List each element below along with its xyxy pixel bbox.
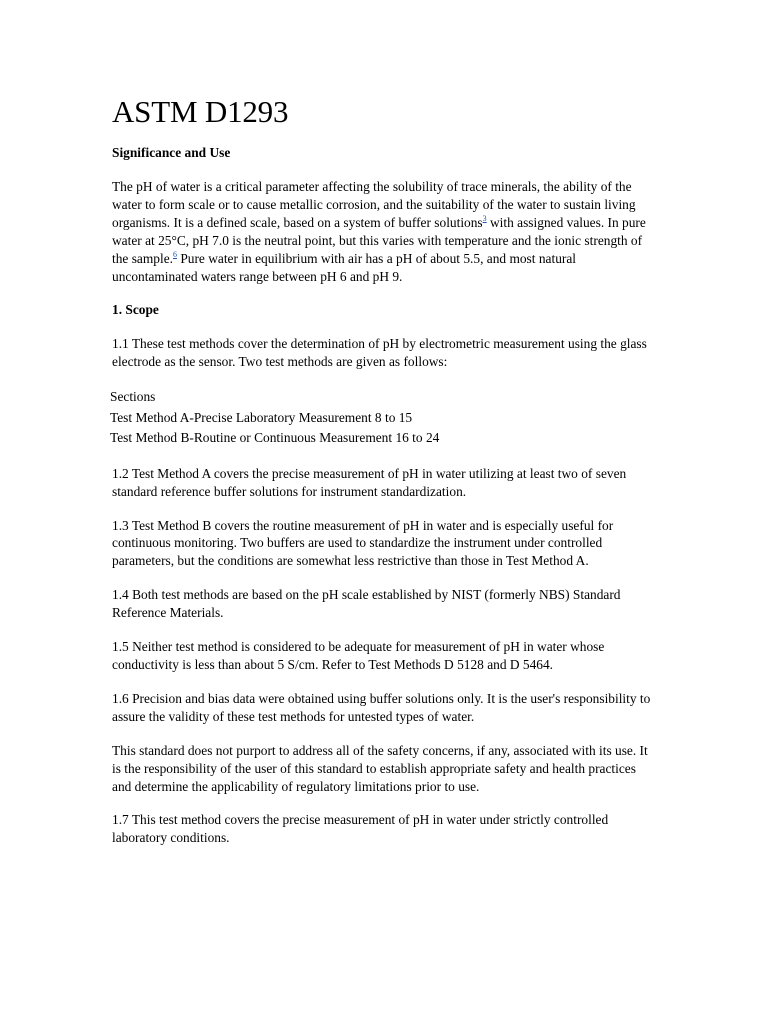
paragraph-1-6: 1.6 Precision and bias data were obtained using buffer solutions only. It is the user's responsibility to assure the validity of these test methods for untested types of water. bbox=[112, 690, 651, 724]
safety-paragraph: This standard does not purport to address all of the safety concerns, if any, associated with its use. It is the responsibility of the user of this standard to establish appropriate safety and health practices and determine the applicability of regulatory limitations prior to use. bbox=[112, 742, 648, 794]
footnote-ref-6[interactable]: 6 bbox=[172, 249, 177, 259]
intro-text-1: The pH of water is a critical parameter affecting the solubility of trace minerals, the ability of the water to form scale or to cause metallic corrosion, and the suitability of the water to sustain living organisms. It is a defined scale, based on a system of buffer solutions bbox=[112, 179, 636, 230]
intro-text-2: with assigned values. In pure water at 25°C, pH 7.0 is the neutral point, but this varies with temperature and the ionic strength of the sample. bbox=[112, 214, 646, 266]
significance-heading: Significance and Use bbox=[112, 145, 231, 160]
paragraph-1-4: 1.4 Both test methods are based on the pH scale established by NIST (formerly NBS) Standard Reference Materials. bbox=[112, 587, 621, 621]
section-method-b: Test Method B-Routine or Continuous Measurement 16 to 24 bbox=[110, 430, 440, 446]
document-page bbox=[112, 92, 657, 863]
section-method-a: Test Method A-Precise Laboratory Measurement 8 to 15 bbox=[110, 409, 413, 425]
sections-label: Sections bbox=[110, 389, 156, 405]
scope-heading: 1. Scope bbox=[112, 302, 159, 318]
paragraph-1-2: 1.2 Test Method A covers the precise measurement of pH in water utilizing at least two of seven standard reference buffer solutions for instrument standardization. bbox=[112, 465, 627, 499]
document-title: ASTM D1293 bbox=[112, 94, 289, 129]
intro-paragraph bbox=[112, 178, 657, 285]
paragraph-1-3: 1.3 Test Method B covers the routine measurement of pH in water and is especially useful for continuous monitoring. Two buffers are used to standardize the instrument under controlled parameters, but the conditions are somewhat less restrictive than those in Test Method A. bbox=[112, 517, 614, 569]
footnote-ref-3[interactable]: 3 bbox=[482, 213, 487, 223]
paragraph-1-5: 1.5 Neither test method is considered to be adequate for measurement of pH in water whose conductivity is less than about 5 S/cm. Refer to Test Methods D 5128 and D 5464. bbox=[112, 639, 605, 672]
intro-text-3: Pure water in equilibrium with air has a pH of about 5.5, and most natural uncontaminated waters range between pH 6 and pH 9. bbox=[112, 250, 577, 284]
sections-list bbox=[110, 387, 657, 449]
paragraph-1-1: 1.1 These test methods cover the determination of pH by electrometric measurement using the glass electrode as the sensor. Two test methods are given as follows: bbox=[112, 336, 647, 370]
paragraph-1-7: 1.7 This test method covers the precise measurement of pH in water under strictly controlled laboratory conditions. bbox=[112, 812, 609, 846]
